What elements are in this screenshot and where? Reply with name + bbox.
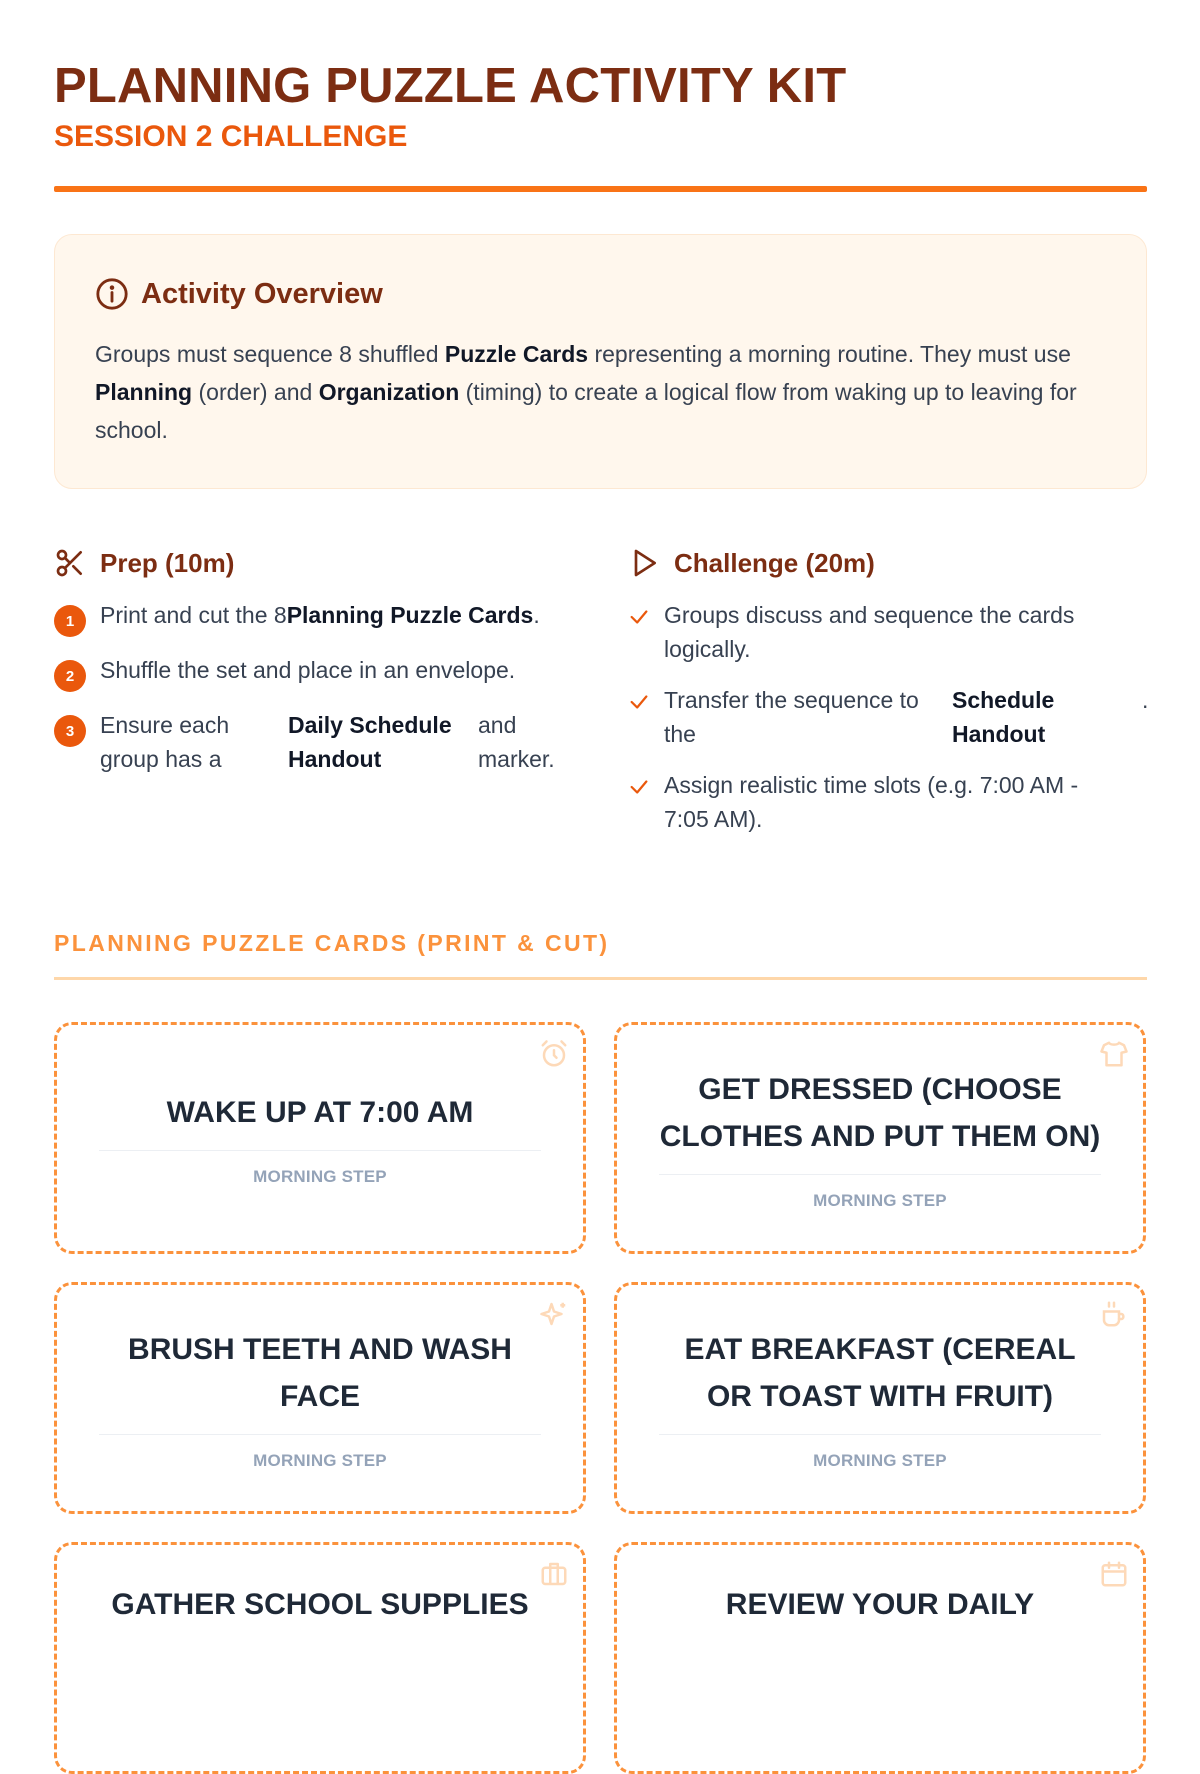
challenge-column: [628, 540, 1149, 832]
overview-title: Activity Overview: [141, 277, 383, 310]
step-number-badge: 3: [54, 715, 86, 747]
step-text: Shuffle the set and place in an envelope.: [100, 657, 516, 683]
card-divider: [659, 1434, 1101, 1435]
challenge-item: [628, 683, 1152, 751]
overview-header: [95, 277, 383, 311]
prep-title: Prep (10m): [100, 547, 235, 578]
check-icon: [628, 776, 650, 798]
puzzle-card: [54, 1022, 586, 1254]
card-title: GET DRESSED (CHOOSE CLOTHES AND PUT THEM ON): [659, 1072, 1101, 1153]
puzzle-card: [54, 1542, 586, 1774]
scissors-icon: [54, 547, 86, 579]
page-subtitle: SESSION 2 CHALLENGE: [54, 120, 408, 153]
card-tag: MORNING STEP: [813, 1190, 947, 1210]
challenge-title: Challenge (20m): [674, 547, 875, 578]
briefcase-icon: [539, 1559, 569, 1589]
card-title: REVIEW YOUR DAILY: [725, 1588, 1035, 1621]
prep-step: [54, 653, 515, 692]
challenge-item: [628, 768, 1124, 836]
shirt-icon: [1099, 1039, 1129, 1069]
activity-overview-panel: [54, 234, 1147, 489]
cards-section-label: PLANNING PUZZLE CARDS (PRINT & CUT): [54, 930, 610, 956]
prep-step: [54, 708, 568, 776]
alarm-clock-icon: [539, 1039, 569, 1069]
activity-kit-page: [54, 0, 1149, 1621]
prep-step: [54, 598, 540, 637]
card-divider: [99, 1434, 541, 1435]
info-circle-icon: [95, 277, 129, 311]
page-title: PLANNING PUZZLE ACTIVITY KIT: [54, 59, 847, 113]
play-icon: [628, 547, 660, 579]
step-text: Ensure each group has a Daily Schedule Handout and marker.: [100, 712, 555, 772]
challenge-item-text: Assign realistic time slots (e.g. 7:00 AM - 7:05 AM).: [664, 772, 1079, 832]
puzzle-card: [614, 1022, 1146, 1254]
card-title: GATHER SCHOOL SUPPLIES: [111, 1588, 529, 1621]
puzzle-card: [614, 1542, 1146, 1774]
coffee-cup-icon: [1099, 1299, 1129, 1329]
calendar-icon: [1099, 1559, 1129, 1589]
check-icon: [628, 606, 650, 628]
title-divider: [54, 186, 1147, 192]
challenge-header: [628, 540, 1148, 586]
card-title: EAT BREAKFAST (CEREAL OR TOAST WITH FRUIT): [684, 1332, 1076, 1413]
challenge-item: [628, 598, 1124, 666]
sparkles-icon: [539, 1299, 569, 1329]
puzzle-card: [614, 1282, 1146, 1514]
puzzle-card: [54, 1282, 586, 1514]
step-number-badge: 2: [54, 660, 86, 692]
card-title: WAKE UP AT 7:00 AM: [166, 1096, 474, 1129]
step-number-badge: 1: [54, 605, 86, 637]
prep-column: [54, 540, 574, 772]
check-icon: [628, 691, 650, 713]
card-title: BRUSH TEETH AND WASH FACE: [128, 1332, 512, 1413]
card-divider: [99, 1150, 541, 1151]
card-tag: MORNING STEP: [253, 1167, 387, 1186]
card-tag: MORNING STEP: [813, 1450, 947, 1470]
overview-description: Groups must sequence 8 shuffled Puzzle Cards representing a morning routine. They must use Planning (order) and Organization (timing) to create a logical flow from waking up to leaving for school.: [95, 341, 1077, 443]
challenge-item-text: Transfer the sequence to the Schedule Handout .: [664, 687, 1149, 747]
step-text: Print and cut the 8Planning Puzzle Cards.: [100, 602, 540, 628]
challenge-item-text: Groups discuss and sequence the cards logically.: [664, 602, 1075, 662]
cards-section-divider: [54, 977, 1147, 980]
card-divider: [659, 1174, 1101, 1175]
prep-header: [54, 540, 574, 586]
card-tag: MORNING STEP: [253, 1450, 387, 1470]
